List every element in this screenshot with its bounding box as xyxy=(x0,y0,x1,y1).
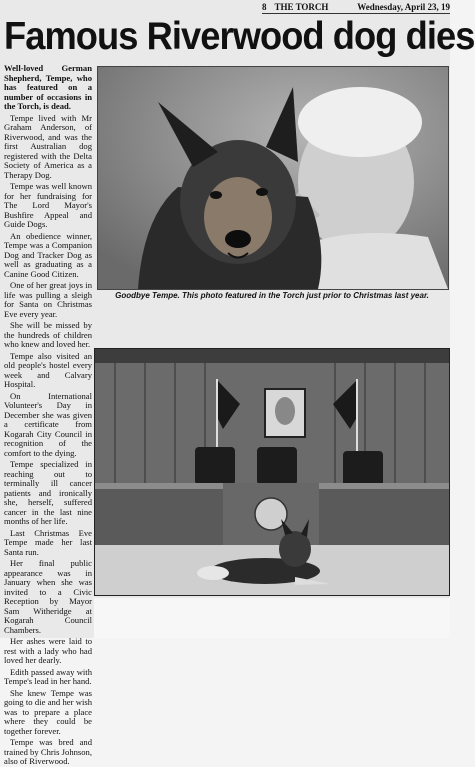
article-paragraph: Tempe was bred and trained by Chris Johnson, also of Riverwood. xyxy=(4,737,92,766)
article-paragraph: An obedience winner, Tempe was a Companion Dog and Tracker Dog as well as graduating as a Canine Good Citizen. xyxy=(4,230,92,279)
chamber-illustration xyxy=(95,349,449,595)
article-paragraph: Tempe also visited an old people's hostel every week and Calvary Hospital. xyxy=(4,350,92,389)
article-paragraph: Well-loved German Shepherd, Tempe, who has featured on a number of occasions in the Torch, is dead. xyxy=(4,63,92,111)
article-paragraph: Her final public appearance was in January when she was invited to a Civic Reception by Mayor Sam Witheridge at Kogarah Council Chambers. xyxy=(4,558,92,635)
issue-date: Wednesday, April 23, 19 xyxy=(357,1,450,12)
photo-illustration xyxy=(98,67,448,289)
article-paragraph: Her ashes were laid to rest with a lady who had loved her dearly. xyxy=(4,636,92,665)
paper-name: THE TORCH xyxy=(274,1,329,12)
article-paragraph: One of her great joys in life was pulling a sleigh for Santa on Christmas Eve every year. xyxy=(4,280,92,319)
article-paragraph: Tempe was well known for her fundraising for The Lord Mayor's Bushfire Appeal and Guide Dogs. xyxy=(4,181,92,229)
photo-caption: Goodbye Tempe. This photo featured in the Torch just prior to Christmas last year. xyxy=(115,291,429,300)
article-paragraph: Tempe specialized in reaching out to terminally ill cancer patients and ironically she, herself, suffered cancer in the last nine months of her life. xyxy=(4,459,92,526)
dog-and-owner-photo xyxy=(97,66,449,290)
headline: Famous Riverwood dog dies xyxy=(4,15,475,58)
article-paragraph: She knew Tempe was going to die and her wish was to prepare a place where they could be together forever. xyxy=(4,687,92,736)
article-paragraph: Edith passed away with Tempe's lead in her hand. xyxy=(4,666,92,686)
blank-margin xyxy=(94,598,450,638)
council-chamber-photo xyxy=(94,348,450,596)
article-paragraph: Tempe lived with Mr Graham Anderson, of Riverwood, and was the first Australian dog registered with the Delta Society of America as a Therapy Dog. xyxy=(4,112,92,180)
article-paragraph: She will be missed by the hundreds of children who knew and loved her. xyxy=(4,320,92,349)
page-header xyxy=(262,0,450,14)
article-column xyxy=(4,63,92,766)
article-paragraph: Last Christmas Eve Tempe made her last Santa run. xyxy=(4,527,92,557)
page-number: 8 xyxy=(262,1,267,12)
article-paragraph: On International Volunteer's Day in December she was given a certificate from Kogarah City Council in recognition of the comfort to the dying. xyxy=(4,390,92,458)
